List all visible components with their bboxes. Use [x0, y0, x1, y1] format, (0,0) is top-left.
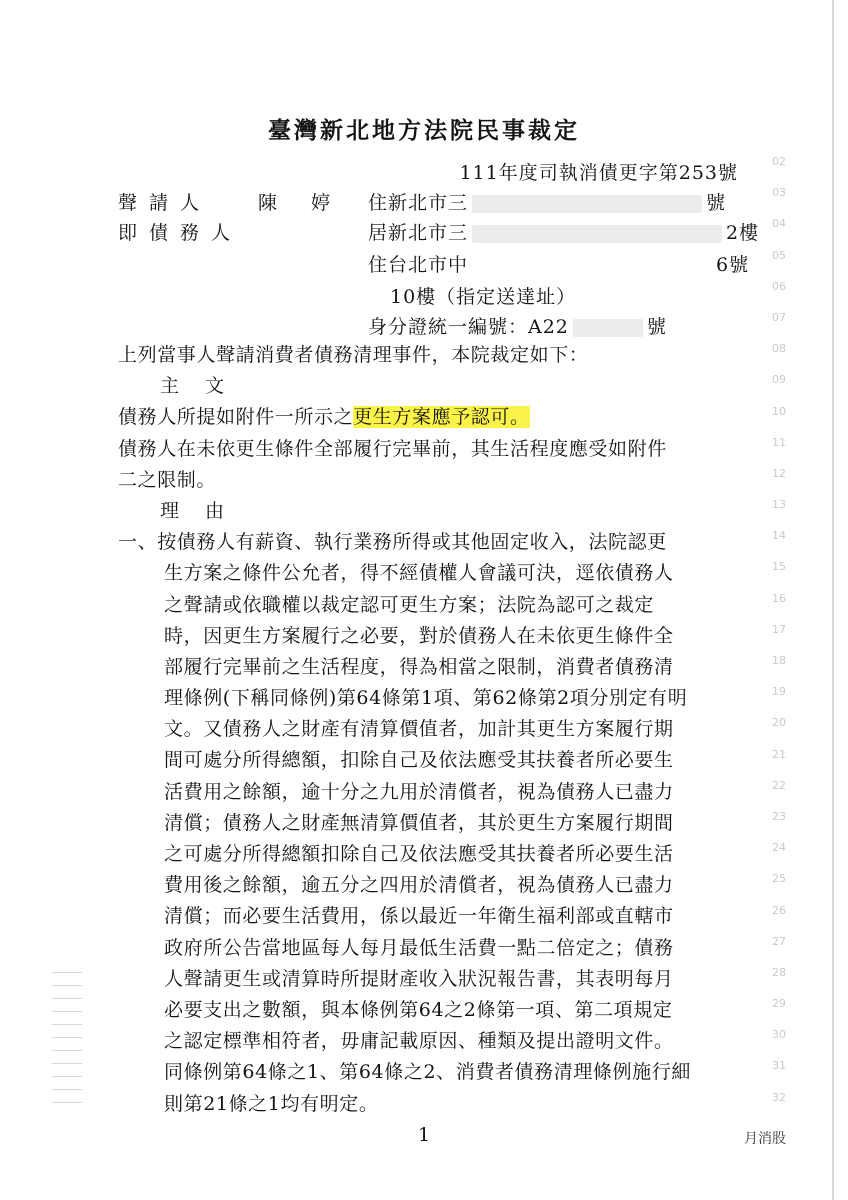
- margin-number: 24: [772, 841, 786, 855]
- reason-line: 之聲請或依職權以裁定認可更生方案；法院為認可之裁定: [164, 593, 655, 616]
- address-3-suffix: 6號: [716, 254, 750, 276]
- address-line-3: [368, 250, 749, 277]
- margin-number: 26: [772, 903, 786, 917]
- id-number-line: [368, 312, 667, 339]
- margin-number: 02: [772, 155, 786, 168]
- margin-number: 25: [772, 872, 786, 886]
- address-2-suffix: 2樓: [726, 222, 760, 244]
- reason-line: 清償；而必要生活費用，係以最近一年衛生福利部或直轄市: [164, 905, 674, 928]
- margin-number: 32: [772, 1090, 786, 1104]
- margin-number: 29: [772, 997, 786, 1011]
- reason-line: 時，因更生方案履行之必要，對於債務人在未依更生條件全: [164, 624, 674, 647]
- footer-division-mark: 月消股: [744, 1131, 786, 1147]
- document-title: 臺灣新北地方法院民事裁定: [268, 117, 580, 144]
- address-line-3-cont: 10樓（指定送達址）: [390, 286, 577, 308]
- margin-number: 22: [772, 778, 786, 792]
- reason-line: 部履行完畢前之生活程度，得為相當之限制，消費者債務清: [164, 655, 674, 678]
- margin-number: 30: [772, 1028, 786, 1042]
- main-text-1: [118, 402, 758, 433]
- reason-line: 文。又債務人之財產有清算價值者，加計其更生方案履行期: [164, 718, 674, 741]
- party-label-applicant: 聲請人: [118, 192, 212, 214]
- margin-number: 18: [772, 654, 786, 667]
- id-prefix: 身分證統一編號：A22: [368, 316, 569, 338]
- reason-line: 間可處分所得總額，扣除自己及依法應受其扶養者所必要生: [164, 749, 674, 772]
- main-text-2-line-2: 二之限制。: [118, 468, 217, 491]
- margin-number: 14: [772, 529, 786, 543]
- redaction: [472, 225, 722, 243]
- margin-number: 06: [772, 279, 786, 293]
- main-text-1-a: 債務人所提如附件一所示之: [118, 406, 354, 429]
- margin-number: 16: [772, 591, 786, 605]
- margin-number: 28: [772, 965, 786, 979]
- redaction: [573, 319, 643, 337]
- address-line-2: [368, 218, 759, 245]
- margin-number: 19: [772, 685, 786, 699]
- margin-number: 08: [772, 342, 786, 356]
- address-1-suffix: 號: [706, 192, 727, 214]
- case-number: 111年度司執消債更字第253號: [459, 162, 738, 184]
- margin-number: 07: [772, 310, 786, 324]
- margin-number: 10: [772, 404, 786, 418]
- reason-line: 則第21條之1均有明定。: [164, 1092, 379, 1115]
- page-number: 1: [417, 1124, 431, 1146]
- margin-number: 09: [772, 373, 786, 387]
- margin-number: 17: [772, 622, 786, 636]
- reason-line: 生方案之條件公允者，得不經債權人會議可決，逕依債務人: [164, 562, 674, 585]
- reason-line: 清償；債務人之財產無清算價值者，其於更生方案履行期間: [164, 811, 674, 834]
- reason-line: 費用後之餘額，逾五分之四用於清償者，視為債務人已盡力: [164, 874, 674, 897]
- highlighted-text: 更生方案應予認可。: [353, 406, 530, 429]
- margin-number: 04: [772, 217, 786, 231]
- ruling-body: [118, 340, 758, 1120]
- margin-number: 15: [772, 560, 786, 574]
- redaction: [472, 195, 702, 213]
- address-line-1: [368, 188, 726, 215]
- party-name: 陳 婷: [258, 192, 345, 214]
- address-1-prefix: 住新北市三: [368, 192, 469, 214]
- main-text-2-line-1: 債務人在未依更生條件全部履行完畢前，其生活程度應受如附件: [118, 437, 667, 460]
- reason-line: 同條例第64條之1、第64條之2、消費者債務清理條例施行細: [164, 1061, 691, 1084]
- reason-line: 一、按債務人有薪資、執行業務所得或其他固定收入，法院認更: [118, 531, 667, 554]
- reason-line: 之可處分所得總額扣除自己及依法應受其扶養者所必要生活: [164, 843, 674, 865]
- reason-line: 必要支出之數額，與本條例第64之2條第一項、第二項規定: [164, 998, 673, 1021]
- margin-number: 05: [772, 248, 786, 262]
- reason-line: 政府所公告當地區每人每月最低生活費一點二倍定之；債務: [164, 936, 674, 959]
- reason-line: 理條例(下稱同條例)第64條第1項、第62條第2項分別定有明: [164, 687, 688, 710]
- margin-number: 13: [772, 498, 786, 512]
- margin-number: 12: [772, 466, 786, 480]
- scan-edge: [832, 0, 834, 1200]
- margin-number: 20: [772, 716, 786, 730]
- party-label-debtor: 即債務人: [118, 222, 243, 244]
- address-3-prefix: 住台北市中: [368, 254, 469, 276]
- reason-line: 人聲請更生或清算時所提財產收入狀況報告書，其表明每月: [164, 967, 674, 990]
- margin-number: 03: [772, 186, 786, 200]
- address-2-prefix: 居新北市三: [368, 222, 469, 244]
- intro-line: 上列當事人聲請消費者債務清理事件，本院裁定如下：: [118, 344, 589, 366]
- reason-line: 之認定標準相符者，毋庸記載原因、種類及提出證明文件。: [164, 1030, 674, 1053]
- reason-heading: 理 由: [160, 499, 235, 522]
- margin-number: 11: [772, 435, 786, 449]
- scan-artifact: [52, 960, 82, 1110]
- margin-number: 23: [772, 809, 786, 823]
- id-suffix: 號: [646, 316, 667, 338]
- reason-line: 活費用之餘額，逾十分之九用於清償者，視為債務人已盡力: [164, 780, 674, 803]
- redaction: [472, 257, 712, 275]
- margin-line-numbers: [772, 146, 786, 1113]
- margin-number: 27: [772, 934, 786, 948]
- margin-number: 21: [772, 747, 786, 761]
- main-heading: 主 文: [160, 375, 235, 398]
- margin-number: 31: [772, 1059, 786, 1073]
